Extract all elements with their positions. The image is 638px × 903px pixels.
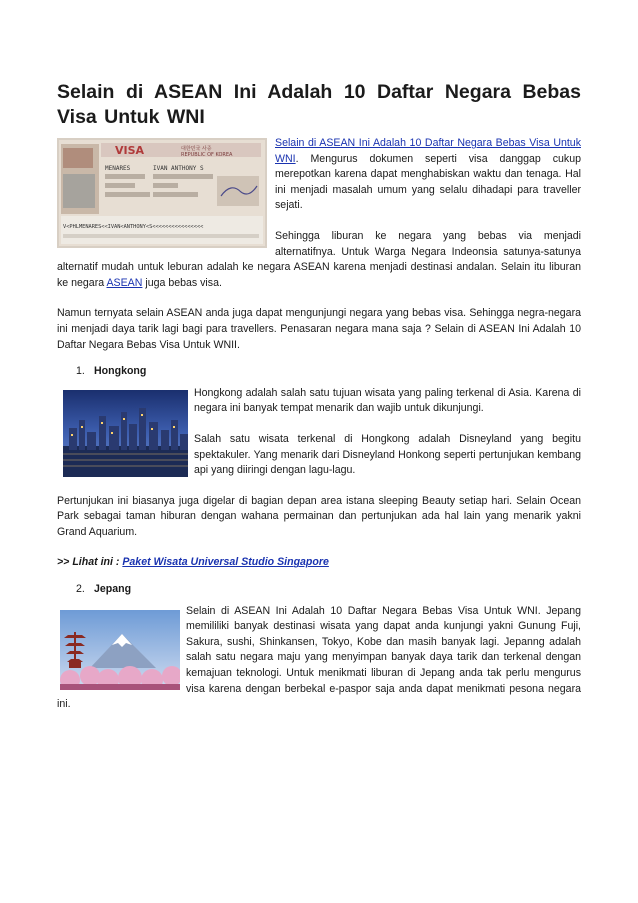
visa-given: IVAN ANTHONY S: [153, 165, 204, 172]
hongkong-p3: Pertunjukan ini biasanya juga digelar di bagian depan area istana sleeping Beauty setiap hari. Selain Ocean Park sebagai taman hiburan dengan wahana permainan dan pertunjukan ada hal lain yang menarik yakni Grand Aquarium.: [57, 494, 581, 538]
intro-text-2: Sehingga liburan ke negara yang bebas via menjadi alternatifnya. Untuk Warga Negara Indeonsia satunya-satunya alternatif mudah untuk leburan adalah ke negara ASEAN karena menjadi destinasi andalan. Selain itu liburan ke negara: [57, 229, 581, 289]
asean-link[interactable]: ASEAN: [106, 276, 143, 289]
list-heading: Hongkong: [94, 365, 147, 378]
see-also-link[interactable]: Paket Wisata Universal Studio Singapore: [122, 556, 329, 569]
visa-word: VISA: [115, 144, 145, 157]
see-also-prefix: >> Lihat ini :: [57, 556, 123, 569]
list-number: 2.: [76, 583, 85, 596]
paragraph-namun: Namun ternyata selain ASEAN anda juga dapat mengunjungi negara yang bebas visa. Sehingga negra-negara ini menjadi daya tarik lagi bagi para travellers. Penasaran negara mana saja ? Selain di ASEAN Ini Adalah 10 Daftar Negara Bebas Visa Untuk WNII.: [57, 307, 581, 351]
article-title: Selain di ASEAN Ini Adalah 10 Daftar Negara Bebas Visa Untuk WNI: [57, 81, 581, 128]
intro-text: . Mengurus dokumen seperti visa danggap cukup merepotkan karena dapat menghabiskan waktu dan tenaga. Hal ini menjadi masalah umum yang selalu dihadapi para traveller sejati.: [275, 152, 581, 212]
svg-text:REPUBLIC OF KOREA: REPUBLIC OF KOREA: [181, 152, 233, 158]
hongkong-image: [63, 390, 188, 477]
visa-surname: MENARES: [105, 165, 131, 172]
list-heading: Jepang: [94, 583, 132, 596]
hongkong-p2: Salah satu wisata terkenal di Hongkong adalah Disneyland yang begitu spektakuler. Yang menarik dari Disneyland Honkong seperti pertunjukan kembang api yang diiringi dengan lagu-lagu.: [194, 432, 581, 477]
intro-text-2-end: juga bebas visa.: [142, 276, 222, 289]
visa-mrz: V<PHLMENARES<<IVAN<ANTHONY<S<<<<<<<<<<<<<<<<: [63, 224, 204, 230]
article-body: [57, 80, 581, 713]
jepang-section: [57, 604, 581, 713]
intro-title-link[interactable]: Selain di ASEAN Ini Adalah 10 Daftar Negara Bebas Visa Untuk WNI: [275, 137, 581, 165]
visa-image: [57, 138, 267, 248]
svg-text:대한민국 사증: 대한민국 사증: [181, 146, 212, 152]
list-item-hongkong: [57, 364, 581, 380]
jepang-image: [60, 610, 180, 690]
list-number: 1.: [76, 365, 85, 378]
hongkong-section: [57, 386, 581, 541]
jepang-p1: Selain di ASEAN Ini Adalah 10 Daftar Negara Bebas Visa Untuk WNI. Jepang memililiki banyak destinasi wisata yang dapat anda kunjungi yakni Gunung Fuji, Sakura, sushi, Shinkansen, Tokyo, Kobe dan masih banyak lagi. Jepanng adalah salah satu negara maju yang menyimpan banyak daya tarik dan terkenal dengan kemajuan teknologi. Untuk menikmati liburan di Jepang anda tak perlu mengurus visa karena dengan berbekal e-paspor saja anda dapat menikmati pesona negara ini.: [57, 604, 581, 711]
hongkong-p1: Hongkong adalah salah satu tujuan wisata yang paling terkenal di Asia. Karena di negara ini banyak tempat menarik dan wajib untuk dikunjungi.: [194, 386, 581, 415]
see-also: [57, 555, 581, 571]
list-item-jepang: [57, 582, 581, 598]
